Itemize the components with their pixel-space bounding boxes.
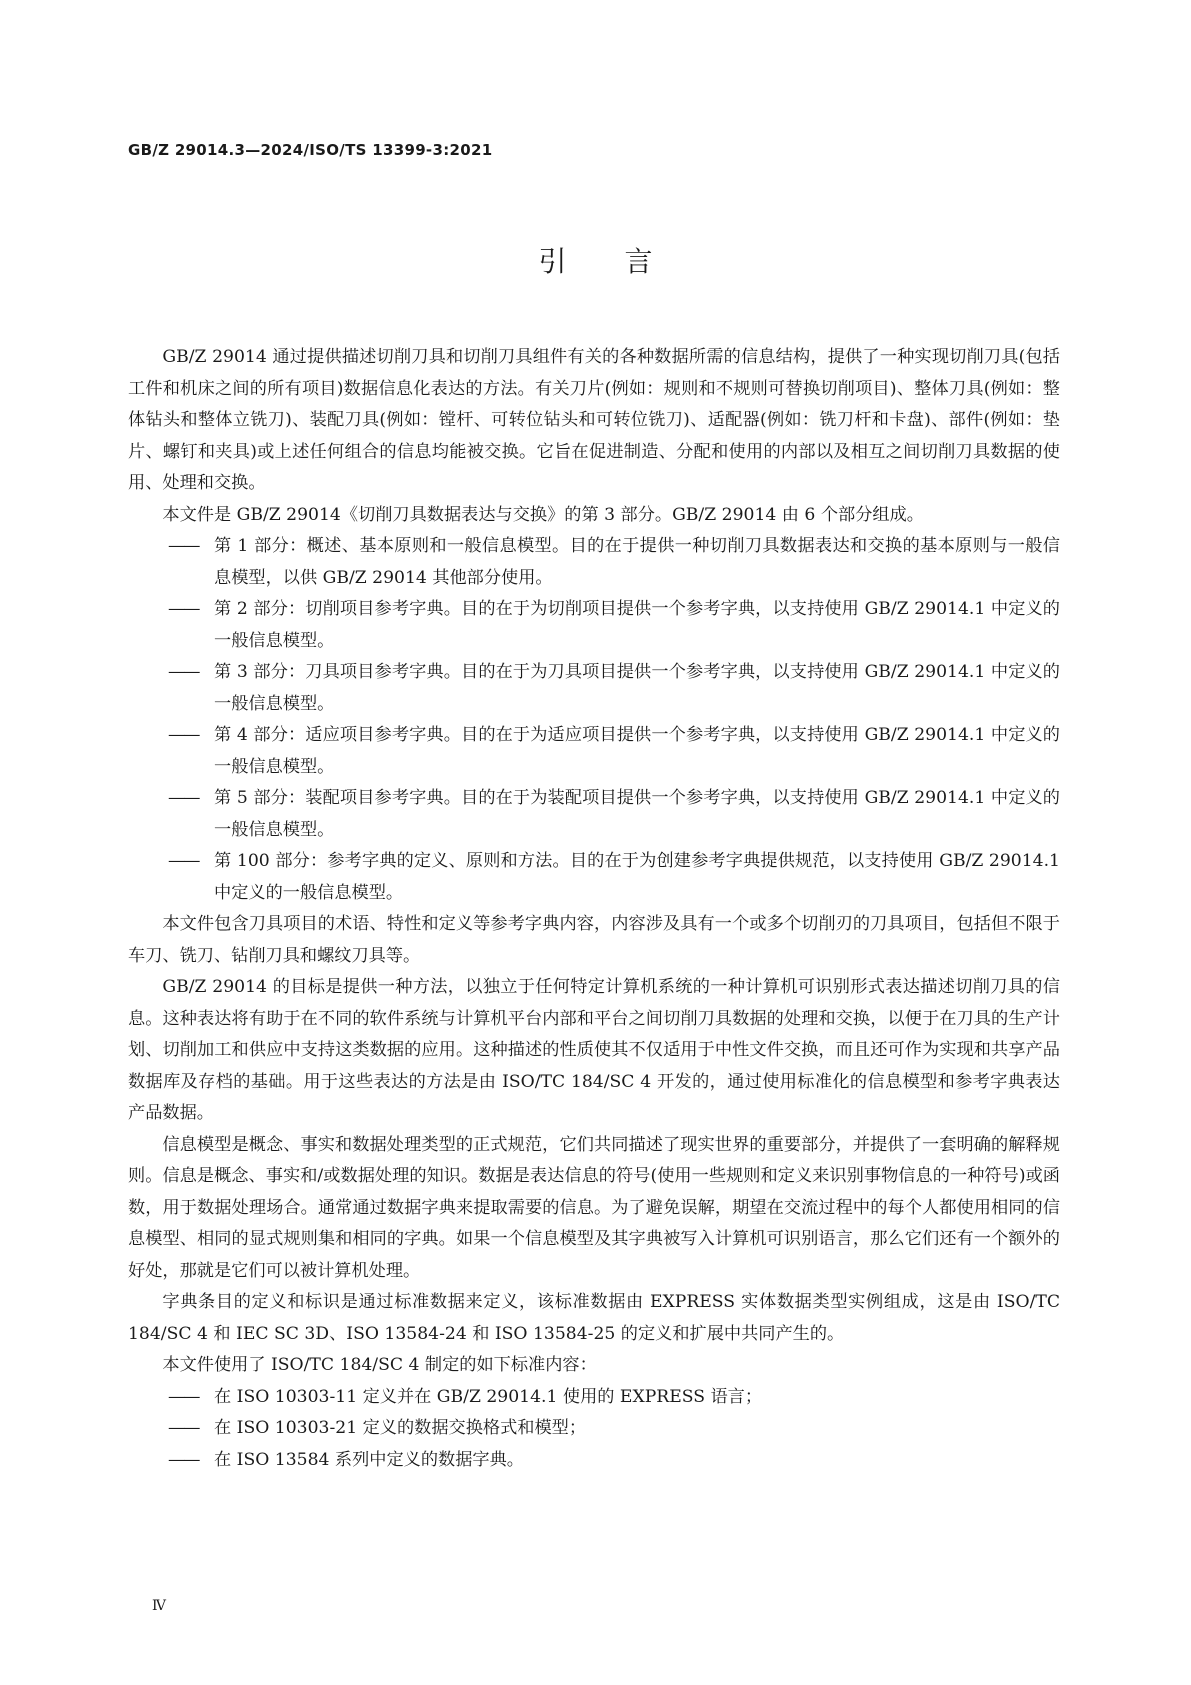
dash-marker: ——	[168, 599, 199, 619]
page-title: 引言	[538, 245, 711, 278]
dash-marker: ——	[168, 1386, 199, 1407]
list-item-text: 第 2 部分：切削项目参考字典。目的在于为切削项目提供一个参考字典，以支持使用 GB/Z 29014.1 中定义的一般信息模型。	[214, 599, 1060, 651]
document-body	[128, 342, 1060, 1476]
list-item-standard-3	[128, 1445, 1060, 1477]
paragraph-parts-overview: 本文件是 GB/Z 29014《切削刀具数据表达与交换》的第 3 部分。GB/Z 29014 由 6 个部分组成。	[162, 504, 924, 525]
dash-marker: ——	[168, 725, 199, 745]
page-number: Ⅳ	[152, 1598, 166, 1614]
document-header: GB/Z 29014.3—2024/ISO/TS 13399-3:2021	[128, 141, 493, 159]
dash-marker: ——	[168, 788, 199, 808]
list-item-part-4	[128, 720, 1060, 783]
list-item-text: 在 ISO 13584 系列中定义的数据字典。	[214, 1449, 524, 1470]
paragraph-intro: GB/Z 29014 通过提供描述切削刀具和切削刀具组件有关的各种数据所需的信息结构，提供了一种实现切削刀具(包括工件和机床之间的所有项目)数据信息化表达的方法。有关刀片(例如：规则和不规则可替换切削项目)、整体刀具(例如：整体钻头和整体立铣刀)、装配刀具(例如：镗杆、可转位钻头和可转位铣刀)、适配器(例如：铣刀杆和卡盘)、部件(例如：垫片、螺钉和夹具)或上述任何组合的信息均能被交换。它旨在促进制造、分配和使用的内部以及相互之间切削刀具数据的使用、处理和交换。	[128, 347, 1060, 493]
dash-marker: ——	[168, 536, 199, 556]
paragraph-dictionary-entries: 字典条目的定义和标识是通过标准数据来定义，该标准数据由 EXPRESS 实体数据类型实例组成，这是由 ISO/TC 184/SC 4 和 IEC SC 3D、ISO 13584-24 和 ISO 13584-25 的定义和扩展中共同产生的。	[128, 1292, 1060, 1344]
paragraph-objective: GB/Z 29014 的目标是提供一种方法，以独立于任何特定计算机系统的一种计算机可识别形式表达描述切削刀具的信息。这种表达将有助于在不同的软件系统与计算机平台内部和平台之间切削刀具数据的处理和交换，以便于在刀具的生产计划、切削加工和供应中支持这类数据的应用。这种描述的性质使其不仅适用于中性文件交换，而且还可作为实现和共享产品数据库及存档的基础。用于这些表达的方法是由 ISO/TC 184/SC 4 开发的，通过使用标准化的信息模型和参考字典表达产品数据。	[128, 977, 1060, 1123]
paragraph-standards-intro: 本文件使用了 ISO/TC 184/SC 4 制定的如下标准内容：	[162, 1355, 597, 1375]
list-item-standard-2	[128, 1413, 1060, 1445]
list-item-part-3	[128, 657, 1060, 720]
list-item-part-5	[128, 783, 1060, 846]
dash-marker: ——	[168, 662, 199, 682]
list-item-text: 在 ISO 10303-11 定义并在 GB/Z 29014.1 使用的 EXPRESS 语言；	[214, 1386, 763, 1407]
list-item-part-2	[128, 594, 1060, 657]
dash-marker: ——	[168, 851, 199, 871]
list-item-text: 第 4 部分：适应项目参考字典。目的在于为适应项目提供一个参考字典，以支持使用 GB/Z 29014.1 中定义的一般信息模型。	[214, 725, 1060, 777]
list-item-part-1	[128, 531, 1060, 594]
dash-marker: ——	[168, 1449, 199, 1470]
list-item-part-100	[128, 846, 1060, 909]
paragraph-information-model: 信息模型是概念、事实和数据处理类型的正式规范，它们共同描述了现实世界的重要部分，并提供了一套明确的解释规则。信息是概念、事实和/或数据处理的知识。数据是表达信息的符号(使用一些规则和定义来识别事物信息的一种符号)或函数，用于数据处理场合。通常通过数据字典来提取需要的信息。为了避免误解，期望在交流过程中的每个人都使用相同的信息模型、相同的显式规则集和相同的字典。如果一个信息模型及其字典被写入计算机可识别语言，那么它们还有一个额外的好处，那就是它们可以被计算机处理。	[128, 1134, 1060, 1281]
dash-marker: ——	[168, 1418, 199, 1438]
list-item-text: 第 3 部分：刀具项目参考字典。目的在于为刀具项目提供一个参考字典，以支持使用 GB/Z 29014.1 中定义的一般信息模型。	[214, 662, 1060, 714]
paragraph-scope: 本文件包含刀具项目的术语、特性和定义等参考字典内容，内容涉及具有一个或多个切削刃的刀具项目，包括但不限于车刀、铣刀、钻削刀具和螺纹刀具等。	[128, 914, 1060, 966]
list-item-text: 第 100 部分：参考字典的定义、原则和方法。目的在于为创建参考字典提供规范，以支持使用 GB/Z 29014.1 中定义的一般信息模型。	[214, 851, 1060, 903]
list-item-text: 第 5 部分：装配项目参考字典。目的在于为装配项目提供一个参考字典，以支持使用 GB/Z 29014.1 中定义的一般信息模型。	[214, 788, 1060, 840]
list-item-standard-1	[128, 1382, 1060, 1414]
list-item-text: 在 ISO 10303-21 定义的数据交换格式和模型；	[214, 1418, 587, 1438]
list-item-text: 第 1 部分：概述、基本原则和一般信息模型。目的在于提供一种切削刀具数据表达和交换的基本原则与一般信息模型，以供 GB/Z 29014 其他部分使用。	[214, 536, 1060, 588]
